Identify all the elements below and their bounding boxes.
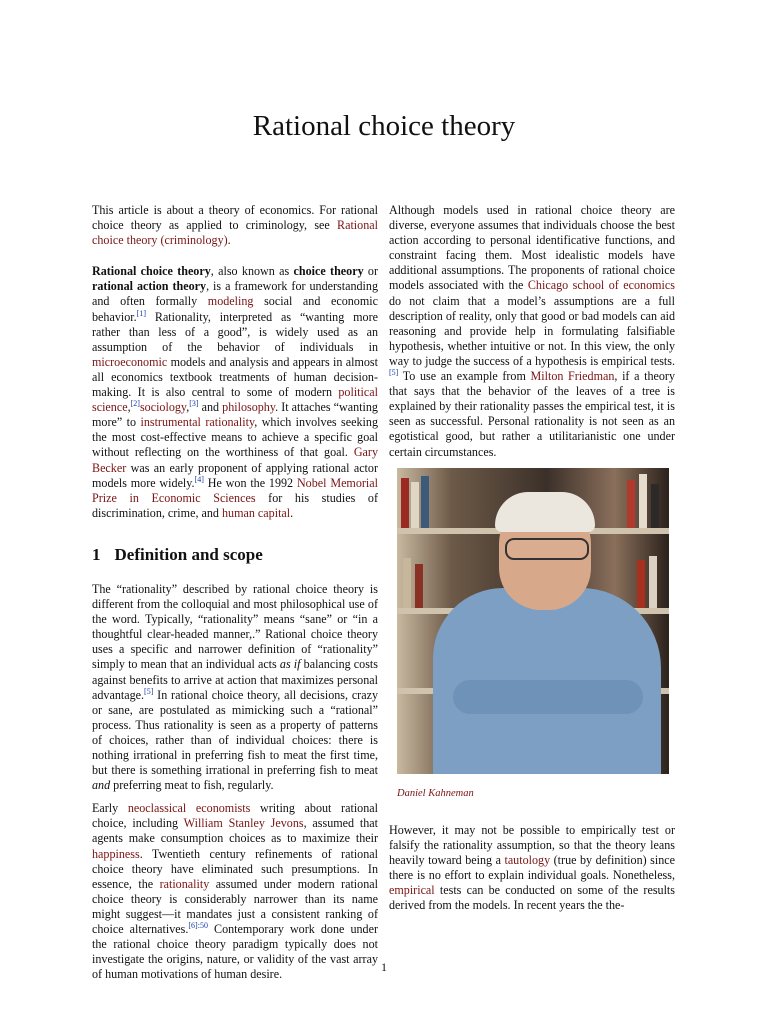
link-milton-friedman[interactable]: Milton Friedman [530,369,615,384]
link-gary-becker[interactable]: Gary Becker [92,445,378,475]
definition-paragraph: The “rationality” described by rational choice theory is different from the colloquial and most philosophical use of the word. Typically, “rationality” means “sane” or “in a thoughtful clear-headed manner,.” Rational choice theory uses a specific and narrower definition of “rationality” simply to mean that an individual acts as if balancing costs against benefits to arrive at action that maximizes personal advantage.[5] In rational choice theory, all decisions, crazy or sane, are postulated as mimicking such a “rational” process. Thus rationality is seen as a property of patterns of choices, rather than of individual choices: there is nothing irrational in preferring fish to meat the first time, but there is something irrational in preferring fish to meat and preferring meat to fish, regularly. [92,581,378,793]
link-nobel-prize[interactable]: Nobel Memorial Prize in Economic Sciences [92,475,379,505]
models-paragraph: Although models used in rational choice theory are diverse, everyone assumes that individuals choose the best action according to personal identificative functions, and constraint facing them. Most idealistic models have additional assumptions. The proponents of rational choice models associated with the Chicago school of economics do not claim that a model’s assumptions are a full description of reality, only that good or bad models can aid reasoning and provide help in formulating falsifiable hypothesis, whether intuitive or not. In this view, the only way to judge the success of a hypothesis is empirical tests.[5] To use an example from Milton Friedman, if a theory that says that the behavior of the leaves of a tree is explained by their rationality passes the empirical test, it is seen as successful. Personal rationality is not seen as an egotistical good, but rather a utilitarianistic one under certain circumstances. [389,203,675,459]
citation[interactable]: [2] [130,399,140,409]
link-chicago-school[interactable]: Chicago school of economics [527,278,675,293]
link-human-capital[interactable]: human capital [221,505,291,520]
neoclassical-paragraph: Early neoclassical economists writing about rational choice, including William Stanley Jevons, assumed that agents make consumption choices as to maximize their happiness. Twentieth century refinements of rational choice theory have eliminated such presumptions. In essence, the rationality assumed under modern rational choice theory is considerably narrower than its name might suggest—it mandates just a consistent ranking of choice alternatives.$^{[6]:50}$ Contemporary work done under the rational choice theory paradigm typically does not investigate the origins, nature, or validity of the vast array of human motivations of human desire. [92,801,379,982]
link-neoclassical-economists[interactable]: neoclassical economists [127,801,251,816]
link-philosophy[interactable]: philosophy [222,400,276,415]
hatnote: This article is about a theory of economics. For rational choice theory as applied to criminology, see Rational choice theory (criminology). [92,203,378,248]
citation[interactable]: [6]:50 [188,921,208,930]
page-number: 1 [381,960,387,974]
tautology-paragraph: However, it may not be possible to empirically test or falsify the rationality assumption, so that the theory leans heavily toward being a tautology (true by definition) since there is no effort to explain individual goals. Nonetheless, empirical tests can be conducted on some of the results derived from the models. In recent years the the- [389,822,675,913]
citation[interactable]: [4] [194,474,204,484]
figure-caption[interactable]: Daniel Kahneman [397,787,474,799]
link-instrumental-rationality[interactable]: instrumental rationality [140,415,255,430]
citation[interactable]: [3] [189,399,199,409]
link-sociology[interactable]: sociology [139,400,187,415]
portrait-photo[interactable] [397,468,669,774]
left-column [92,203,378,990]
link-jevons[interactable]: William Stanley Jevons [183,816,304,831]
citation[interactable]: [5] [144,686,154,696]
link-modeling[interactable]: modeling [207,294,254,309]
link-happiness[interactable]: happiness [92,846,140,861]
link-rationality[interactable]: rationality [159,876,210,891]
citation[interactable]: [5] [389,368,399,377]
link-rational-choice-criminology[interactable]: Rational choice theory (criminology) [92,218,378,248]
section-heading: 1 Definition and scope [92,544,263,564]
link-tautology[interactable]: tautology [504,852,551,867]
link-political-science[interactable]: political science [92,385,378,415]
link-microeconomic[interactable]: microeconomic [92,354,168,369]
page-title: Rational choice theory [252,110,516,142]
right-column [389,203,675,921]
link-empirical[interactable]: empirical [389,883,435,898]
intro-paragraph: Rational choice theory, also known as choice theory or rational action theory, is a framework for understanding and often formally modeling social and economic behavior.[1] Rationality, interpreted as “wanting more rather than less of a good”, is widely used as an assumption of the behavior of individuals in microeconomic models and analysis and appears in almost all economics textbook treatments of human decision-making. It is also central to some of modern political science,[2]sociology,[3] and philosophy. It attaches “wanting more” to instrumental rationality, which involves seeking the most cost-effective means to achieve a specific goal without reflecting on the worthiness of that goal. Gary Becker was an early proponent of applying rational actor models more widely.[4] He won the 1992 Nobel Memorial Prize in Economic Sciences for his studies of discrimination, crime, and human capital. [92,264,379,520]
citation[interactable]: [1] [136,308,146,318]
figure [397,468,669,801]
